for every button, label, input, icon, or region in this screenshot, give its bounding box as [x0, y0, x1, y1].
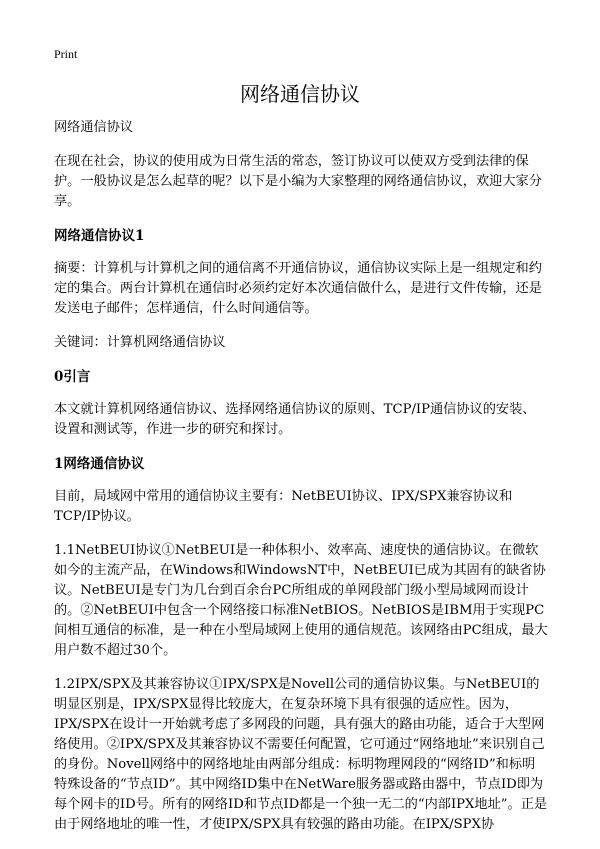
intro-body-paragraph: 本文就计算机网络通信协议、选择网络通信协议的原则、TCP/IP通信协议的安装、设置和测试等，作进一步的研究和探讨。 — [54, 402, 536, 437]
keywords-paragraph: 关键词：计算机网络通信协议 — [54, 335, 226, 350]
print-link[interactable]: Print — [54, 47, 78, 61]
subtitle-paragraph: 网络通信协议 — [54, 120, 134, 135]
abstract-paragraph: 摘要：计算机与计算机之间的通信离不开通信协议，通信协议实际上是一组规定和约定的集合。两台计算机在通信时必须约定好本次通信做什么，是进行文件传输，还是发送电子邮件；怎样通信，什么时间通信等。 — [54, 261, 542, 316]
netbeui-paragraph: 1.1NetBEUI协议①NetBEUI是一种体积小、效率高、速度快的通信协议。在微软如今的主流产品，在Windows和WindowsNT中，NetBEUI已成为其固有的缺省协议。NetBEUI是专门为几台到百余台PC所组成的单网段部门级小型局域网而设计的。②NetBEUI中包含一个网络接口标准NetBIOS。NetBIOS是IBM用于实现PC间相互通信的标准，是一种在小型局域网上使用的通信规范。该网络由PC组成，最大用户数不超过30个。 — [54, 543, 548, 658]
protocols-overview-paragraph: 目前，局域网中常用的通信协议主要有：NetBEUI协议、IPX/SPX兼容协议和TCP/IP协议。 — [54, 489, 513, 524]
page-title: 网络通信协议 — [240, 82, 360, 106]
ipx-spx-paragraph: 1.2IPX/SPX及其兼容协议①IPX/SPX是Novell公司的通信协议集。与NetBEUI的明显区别是，IPX/SPX显得比较庞大，在复杂环境下具有很强的适应性。因为，IPX/SPX在设计一开始就考虑了多网段的问题，具有强大的路由功能，适合于大型网络使用。②IPX/SPX及其兼容协议不需要任何配置，它可通过“网络地址”来识别自己的身份。Novell网络中的网络地址由两部分组成：标明物理网段的“网络ID”和标明特殊设备的“节点ID”。其中网络ID集中在NetWare服务器或路由器中，节点ID即为每个网卡的ID号。所有的网络ID和节点ID都是一个独一无二的“内部IPX地址”。正是由于网络地址的唯一性，才使IPX/SPX具有较强的路由功能。在IPX/SPX协 — [54, 677, 548, 832]
intro-paragraph: 在现在社会，协议的使用成为日常生活的常态，签订协议可以使双方受到法律的保护。一般协议是怎么起草的呢？以下是小编为大家整理的网络通信协议，欢迎大家分享。 — [54, 154, 542, 209]
section-heading-intro: 0引言 — [54, 369, 91, 385]
section-heading-1: 网络通信协议1 — [54, 228, 145, 244]
section-heading-protocols: 1网络通信协议 — [54, 456, 145, 472]
document-body — [54, 118, 548, 849]
